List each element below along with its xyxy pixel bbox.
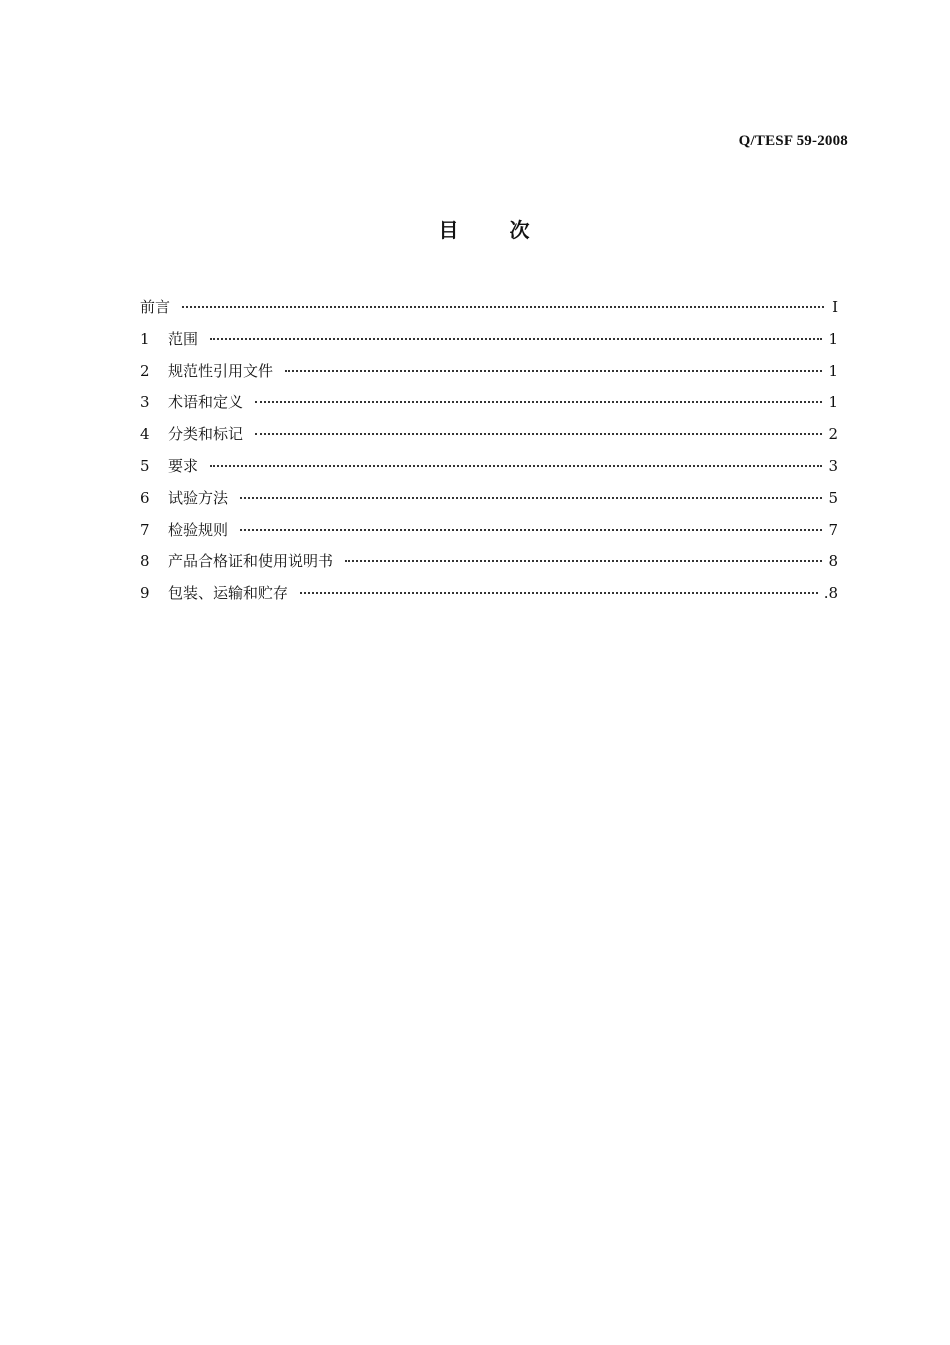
toc-entry-label: 分类和标记 xyxy=(168,425,244,444)
toc-entry-normative-references[interactable] xyxy=(140,360,838,392)
toc-dot-leader xyxy=(345,560,822,562)
document-code: Q/TESF 59-2008 xyxy=(738,133,848,149)
toc-entry-label: 产品合格证和使用说明书 xyxy=(168,552,334,571)
toc-dot-leader xyxy=(210,465,822,467)
toc-entry-foreword[interactable] xyxy=(140,296,838,328)
toc-dot-leader xyxy=(300,592,818,594)
toc-entry-number: 1 xyxy=(140,329,150,348)
toc-entry-page: I xyxy=(832,298,838,316)
toc-entry-scope[interactable] xyxy=(140,328,838,360)
toc-entry-label: 包装、运输和贮存 xyxy=(168,584,289,603)
toc-entry-inspection-rules[interactable] xyxy=(140,519,838,551)
toc-entry-label: 规范性引用文件 xyxy=(168,361,274,380)
toc-dot-leader xyxy=(182,306,824,308)
toc-entry-terms-definitions[interactable] xyxy=(140,391,838,423)
toc-entry-classification[interactable] xyxy=(140,423,838,455)
toc-dot-leader xyxy=(240,529,822,531)
toc-dot-leader xyxy=(285,370,822,372)
toc-entry-number: 6 xyxy=(140,488,150,507)
toc-entry-label: 检验规则 xyxy=(168,520,229,539)
toc-entry-number: 3 xyxy=(140,393,150,412)
toc-entry-number: 8 xyxy=(140,552,150,571)
toc-entry-certificate-manual[interactable] xyxy=(140,550,838,582)
toc-entry-number: 4 xyxy=(140,425,150,444)
toc-dot-leader xyxy=(210,338,822,340)
toc-entry-label: 范围 xyxy=(168,329,199,348)
toc-dot-leader xyxy=(255,401,822,403)
toc-entry-page: .8 xyxy=(823,584,838,603)
toc-entry-page: 8 xyxy=(828,552,838,571)
toc-entry-label: 术语和定义 xyxy=(168,393,244,412)
toc-entry-page: 3 xyxy=(828,456,838,475)
toc-entry-page: 1 xyxy=(828,393,838,412)
toc-entry-page: 7 xyxy=(828,520,838,539)
toc-entry-page: 2 xyxy=(828,425,838,444)
toc-entry-test-methods[interactable] xyxy=(140,487,838,519)
toc-dot-leader xyxy=(240,497,822,499)
toc-entry-page: 5 xyxy=(828,488,838,507)
toc-entry-number: 7 xyxy=(140,520,150,539)
toc-title: 目 次 xyxy=(438,218,552,242)
table-of-contents xyxy=(140,296,838,614)
toc-entry-packaging-transport-storage[interactable] xyxy=(140,582,838,614)
toc-entry-label: 前言 xyxy=(140,298,171,316)
toc-entry-number: 9 xyxy=(140,584,150,603)
toc-dot-leader xyxy=(255,433,822,435)
toc-entry-page: 1 xyxy=(828,329,838,348)
toc-entry-page: 1 xyxy=(828,361,838,380)
toc-entry-label: 要求 xyxy=(168,456,199,475)
toc-entry-requirements[interactable] xyxy=(140,455,838,487)
toc-entry-number: 2 xyxy=(140,361,150,380)
toc-entry-number: 5 xyxy=(140,456,150,475)
toc-entry-label: 试验方法 xyxy=(168,488,229,507)
